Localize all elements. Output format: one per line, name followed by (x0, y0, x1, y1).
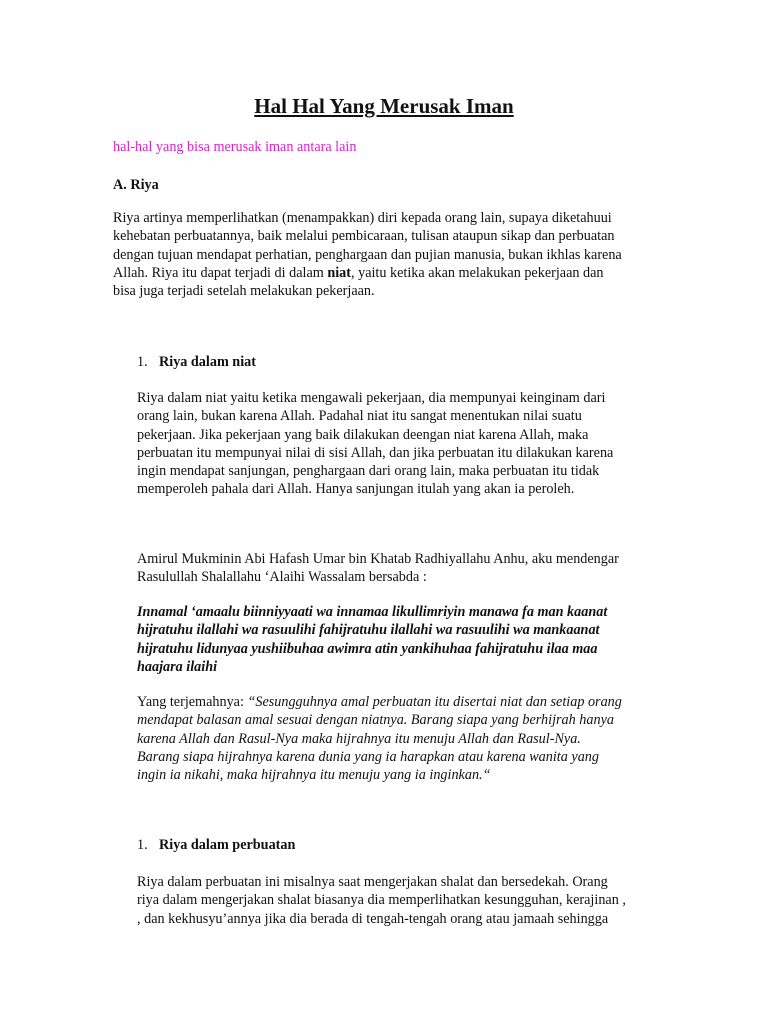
text-line: pekerjaan. Jika pekerjaan yang baik dilakukan deengan niat karena Allah, maka (137, 426, 589, 443)
text-line: ingin ia nikahi, maka hijrahnya itu menuju yang ia inginkan.“ (137, 767, 491, 784)
text-line (137, 693, 622, 711)
paragraph-riya-definition (113, 209, 622, 300)
section-heading-a: A. Riya (113, 177, 159, 193)
text-line: mendapat balasan amal sesuai dengan niatnya. Barang siapa yang berhijrah hanya (137, 712, 614, 729)
paragraph-hadith-intro (137, 550, 619, 587)
text-line: dengan tujuan mendapat perhatian, penghargaan dan pujian manusia, bukan ikhlas karena (113, 246, 622, 263)
intro-text: hal-hal yang bisa merusak iman antara lain (113, 139, 357, 155)
paragraph-riya-perbuatan (137, 873, 626, 928)
hadith-transliteration (137, 603, 607, 676)
paragraph-translation (137, 693, 622, 784)
text-line: Riya artinya memperlihatkan (menampakkan) diri kepada orang lain, supaya diketahuui (113, 210, 612, 226)
text-segment: Allah. Riya itu dapat terjadi di dalam (113, 264, 328, 281)
translation-prefix: Yang terjemahnya: (137, 694, 248, 710)
list-heading-riya-niat (137, 353, 256, 371)
text-line: perbuatan itu mempunyai nilai di sisi Allah, dan jika perbuatan itu dilakukan karena (137, 444, 614, 461)
text-line: hijratuhu lidunyaa yushiibuhaa awimra atin yankihuhaa fahijratuhu ilaa maa (137, 640, 598, 657)
paragraph-riya-niat (137, 389, 613, 499)
text-line: Barang siapa hijrahnya karena dunia yang ia harapkan atau karena wanita yang (137, 748, 599, 765)
text-segment: , yaitu ketika akan melakukan pekerjaan dan (351, 264, 604, 281)
list-heading-riya-perbuatan (137, 836, 295, 854)
bold-word-niat: niat (327, 264, 351, 281)
text-line: riya dalam mengerjakan shalat biasanya dia memperlihatkan kesungguhan, kerajinan , (137, 892, 626, 909)
text-line (113, 264, 622, 282)
text-line: hijratuhu ilallahi wa rasuulihi fahijratuhu ilallahi wa rasuulihi wa mankaanat (137, 622, 600, 639)
text-line: ingin mendapat sanjungan, penghargaan dari orang lain, maka perbuatan itu tidak (137, 463, 600, 480)
text-line: Riya dalam niat yaitu ketika mengawali pekerjaan, dia mempunyai keinginam dari (137, 390, 606, 406)
text-line: karena Allah dan Rasul-Nya maka hijrahnya itu menuju Allah dan Rasul-Nya. (137, 730, 581, 747)
list-label: Riya dalam niat (159, 354, 256, 370)
translation-text: “Sesungguhnya amal perbuatan itu disertai niat dan setiap orang (247, 694, 622, 710)
text-line: haajara ilaihi (137, 658, 218, 675)
list-number: 1. (137, 354, 148, 370)
text-line: Riya dalam perbuatan ini misalnya saat mengerjakan shalat dan bersedekah. Orang (137, 874, 608, 890)
text-line: Amirul Mukminin Abi Hafash Umar bin Khatab Radhiyallahu Anhu, aku mendengar (137, 551, 619, 567)
page-title: Hal Hal Yang Merusak Iman (254, 94, 514, 118)
text-line: memperoleh pahala dari Allah. Hanya sanjungan itulah yang akan ia peroleh. (137, 481, 575, 498)
list-label: Riya dalam perbuatan (159, 837, 296, 853)
list-number: 1. (137, 837, 148, 853)
text-line: orang lain, bukan karena Allah. Padahal niat itu sangat menentukan nilai suatu (137, 408, 582, 425)
text-line: Rasulullah Shalallahu ‘Alaihi Wassalam bersabda : (137, 569, 427, 586)
text-line: Innamal ‘amaalu biinniyyaati wa innamaa likullimriyin manawa fa man kaanat (137, 604, 608, 620)
text-line: , dan kekhusyu’annya jika dia berada di tengah-tengah orang atau jamaah sehingga (137, 910, 609, 927)
text-line: bisa juga terjadi setelah melakukan pekerjaan. (113, 283, 375, 300)
text-line: kehebatan perbuatannya, baik melalui pembicaraan, tulisan ataupun sikap dan perbuatan (113, 228, 615, 245)
